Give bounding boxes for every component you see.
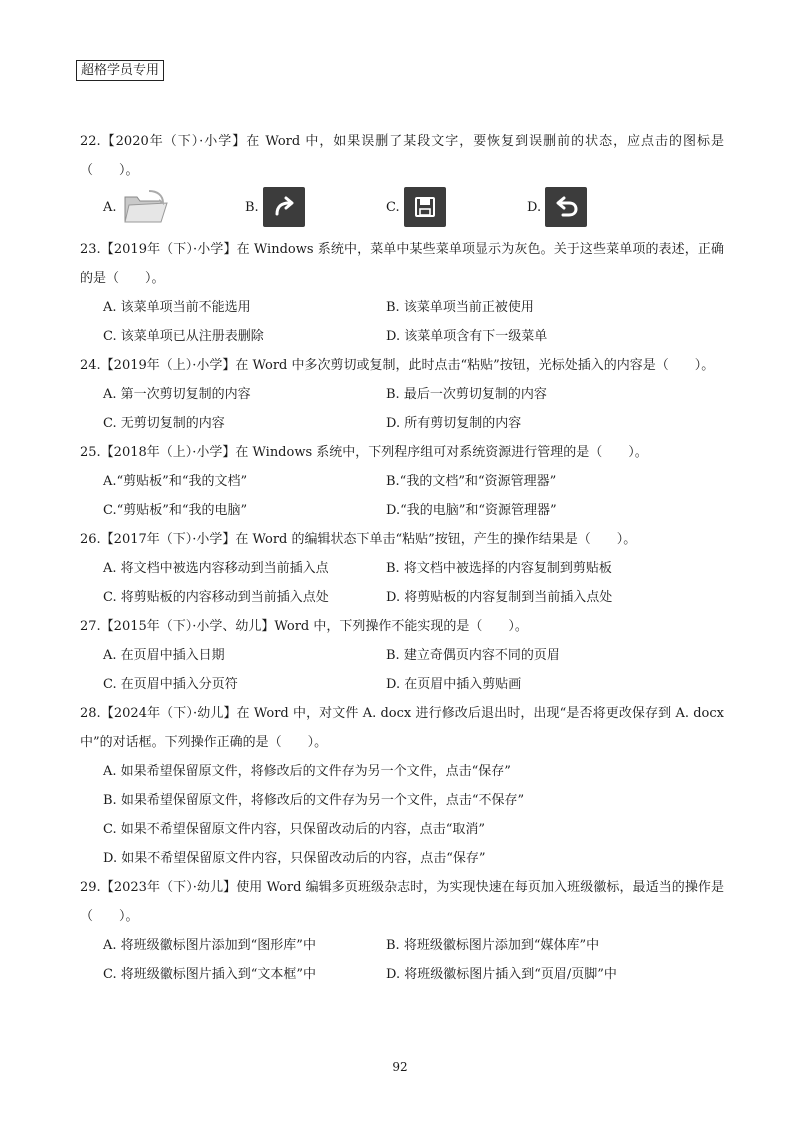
option-d[interactable]: D. 在页眉中插入剪贴画: [386, 677, 522, 692]
image-options: [80, 185, 724, 233]
options: [80, 554, 724, 612]
question-25: [80, 438, 724, 525]
options: [80, 293, 724, 351]
question-28: [80, 699, 724, 873]
option-c[interactable]: C. 在页眉中插入分页符: [103, 677, 238, 692]
option-b[interactable]: B. 最后一次剪切复制的内容: [386, 387, 547, 402]
option-d[interactable]: D. 所有剪切复制的内容: [386, 416, 522, 431]
option-c[interactable]: C. 将剪贴板的内容移动到当前插入点处: [103, 590, 329, 605]
option-a[interactable]: A. 该菜单项当前不能选用: [103, 300, 251, 315]
question-26: [80, 525, 724, 612]
undo-icon: [545, 187, 587, 227]
option-label: D.: [527, 199, 542, 215]
option-a[interactable]: A. 将班级徽标图片添加到“图形库”中: [103, 938, 316, 953]
option-b[interactable]: B. 将班级徽标图片添加到“媒体库”中: [386, 938, 600, 953]
options: [80, 380, 724, 438]
option-b[interactable]: B. 建立奇偶页内容不同的页眉: [386, 648, 560, 663]
option-d[interactable]: D. 如果不希望保留原文件内容，只保留改动后的内容，点击“保存”: [103, 851, 486, 866]
option-d[interactable]: D.“我的电脑”和“资源管理器”: [386, 503, 557, 518]
option-c[interactable]: C. 将班级徽标图片插入到“文本框”中: [103, 967, 317, 982]
option-d[interactable]: [527, 185, 587, 229]
question-stem: 22.【2020年（下）·小学】在 Word 中，如果误删了某段文字，要恢复到误删前的状态，应点击的图标是（ ）。: [80, 134, 724, 178]
question-stem: 25.【2018年（上）·小学】在 Windows 系统中，下列程序组可对系统资源进行管理的是（ ）。: [80, 445, 648, 460]
header-tag: 超格学员专用: [76, 60, 164, 81]
option-b[interactable]: B.“我的文档”和“资源管理器”: [386, 474, 557, 489]
question-stem: 29.【2023年（下）·幼儿】使用 Word 编辑多页班级杂志时，为实现快速在每页加入班级徽标，最适当的操作是（ ）。: [80, 880, 724, 924]
options: [80, 467, 724, 525]
question-stem: 24.【2019年（上）·小学】在 Word 中多次剪切或复制，此时点击“粘贴”按钮，光标处插入的内容是（ ）。: [80, 358, 715, 373]
option-c[interactable]: C. 如果不希望保留原文件内容，只保留改动后的内容，点击“取消”: [103, 822, 486, 837]
question-27: [80, 612, 724, 699]
redo-icon: [263, 187, 305, 227]
option-b[interactable]: [245, 185, 305, 229]
question-stem: 26.【2017年（下）·小学】在 Word 的编辑状态下单击“粘贴”按钮，产生的操作结果是（ ）。: [80, 532, 637, 547]
question-29: [80, 873, 724, 989]
option-b[interactable]: B. 如果希望保留原文件，将修改后的文件存为另一个文件，点击“不保存”: [103, 793, 525, 808]
question-stem: 23.【2019年（下）·小学】在 Windows 系统中，菜单中某些菜单项显示为灰色。关于这些菜单项的表述，正确的是（ ）。: [80, 242, 724, 286]
option-a[interactable]: A. 在页眉中插入日期: [103, 648, 225, 663]
question-22: [80, 127, 724, 233]
option-a[interactable]: A. 如果希望保留原文件，将修改后的文件存为另一个文件，点击“保存”: [103, 764, 511, 779]
option-c[interactable]: C. 该菜单项已从注册表删除: [103, 329, 264, 344]
options: [80, 757, 724, 873]
option-d[interactable]: D. 将剪贴板的内容复制到当前插入点处: [386, 590, 613, 605]
option-label: B.: [245, 199, 259, 215]
option-d[interactable]: D. 将班级徽标图片插入到“页眉/页脚”中: [386, 967, 617, 982]
option-b[interactable]: B. 将文档中被选择的内容复制到剪贴板: [386, 561, 612, 576]
save-icon: [404, 187, 446, 227]
question-list: [80, 127, 724, 989]
option-a[interactable]: A.“剪贴板”和“我的文档”: [103, 474, 248, 489]
option-a[interactable]: [103, 185, 169, 229]
question-24: [80, 351, 724, 438]
question-stem: 27.【2015年（下）·小学、幼儿】Word 中，下列操作不能实现的是（ ）。: [80, 619, 528, 634]
option-c[interactable]: C.“剪贴板”和“我的电脑”: [103, 503, 248, 518]
question-23: [80, 235, 724, 351]
folder-open-icon: [121, 187, 169, 227]
option-a[interactable]: A. 将文档中被选内容移动到当前插入点: [103, 561, 329, 576]
option-c[interactable]: C. 无剪切复制的内容: [103, 416, 225, 431]
question-stem: 28.【2024年（下）·幼儿】在 Word 中，对文件 A. docx 进行修改后退出时，出现“是否将更改保存到 A. docx 中”的对话框。下列操作正确的是（ ）。: [80, 706, 724, 750]
options: [80, 931, 724, 989]
option-b[interactable]: B. 该菜单项当前正被使用: [386, 300, 534, 315]
option-label: C.: [386, 199, 400, 215]
option-label: A.: [103, 199, 117, 215]
page-number: 92: [392, 1060, 408, 1074]
option-a[interactable]: A. 第一次剪切复制的内容: [103, 387, 251, 402]
option-c[interactable]: [386, 185, 446, 229]
option-d[interactable]: D. 该菜单项含有下一级菜单: [386, 329, 548, 344]
options: [80, 641, 724, 699]
